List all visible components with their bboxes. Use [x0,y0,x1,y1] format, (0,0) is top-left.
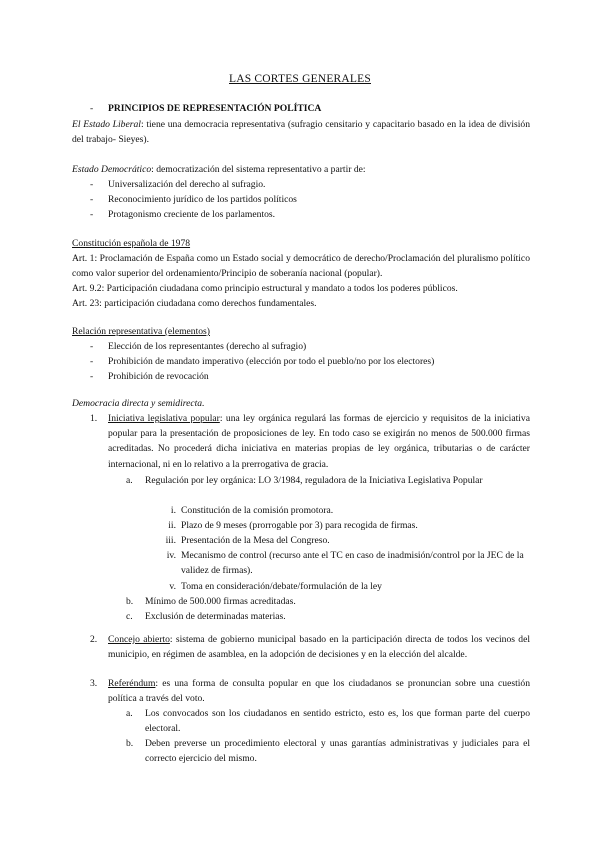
list-item: Reconocimiento jurídico de los partidos políticos [108,194,297,205]
list-item: Universalización del derecho al sufragio. [108,179,266,190]
concejo-label: Concejo abierto [108,634,170,645]
number-marker: 1. [90,413,98,424]
roman-marker: iii. [165,535,176,546]
bullet-dash: - [90,179,94,190]
bullet-dash: - [90,194,94,205]
iniciativa-label: Iniciativa legislativa popular [108,413,220,424]
concejo-paragraph [108,632,530,662]
list-item: Exclusión de determinadas materias. [145,611,286,622]
regulacion-item: Regulación por ley orgánica: LO 3/1984, reguladora de la Iniciativa Legislativa Popular [145,475,483,486]
number-marker: 3. [90,678,98,689]
list-item: Plazo de 9 meses (prorrogable por 3) para recogida de firmas. [181,520,418,531]
estado-liberal-paragraph [72,117,530,147]
letter-marker: c. [126,611,133,622]
estado-democratico-text: : democratización del sistema representativo a partir de: [151,164,366,175]
directa-heading: Democracia directa y semidirecta. [72,398,205,409]
relacion-heading: Relación representativa (elementos) [72,326,210,337]
constitucion-art1: Art. 1: Proclamación de España como un Estado social y democrático de derecho/Proclamación del pluralismo político como valor superior del ordenamiento/Principio de soberanía nacional (popular). [72,253,530,280]
estado-democratico-paragraph [72,162,530,177]
concejo-text: : sistema de gobierno municipal basado en la participación directa de todos los vecinos del municipio, en régimen de asamblea, en la adopción de decisiones y en la elección del alcalde. [108,634,530,661]
roman-marker: iv. [166,550,176,561]
number-marker: 2. [90,634,98,645]
roman-marker: i. [170,505,176,516]
roman-marker: ii. [168,520,176,531]
list-item: Elección de los representantes (derecho al sufragio) [108,341,307,352]
list-item: Toma en consideración/debate/formulación de la ley [181,581,382,592]
bullet-dash: - [90,103,94,114]
constitucion-heading: Constitución española de 1978 [72,238,191,249]
estado-liberal-text: : tiene una democracia representativa (sufragio censitario y capacitario basado en la idea de división del trabajo- Sieyes). [72,119,530,146]
referendum-item-b: Deben preverse un procedimiento electoral y unas garantías administrativas y judiciales para el correcto ejercicio del mismo. [145,738,530,765]
estado-liberal-label: El Estado Liberal [72,119,141,130]
referendum-paragraph [108,676,530,706]
bullet-dash: - [90,341,94,352]
bullet-dash: - [90,356,94,367]
iniciativa-text: : una ley orgánica regulará las formas de ejercicio y requisitos de la iniciativa popular para la presentación de proposiciones de ley. En todo caso se exigirán no menos de 500.000 firmas acreditadas. No procederá dicha iniciativa en materias propias de ley orgánica, tributarias o de carácter internacional, ni en lo relativo a la prerrogativa de gracia. [108,413,530,470]
list-item: Prohibición de revocación [108,371,209,382]
iniciativa-paragraph [108,411,530,472]
principios-heading: PRINCIPIOS DE REPRESENTACIÓN POLÍTICA [108,103,322,114]
bullet-dash: - [90,209,94,220]
referendum-text: : es una forma de consulta popular en que los ciudadanos se pronuncian sobre una cuestión política a través del voto. [108,678,530,705]
constitucion-art23: Art. 23: participación ciudadana como derechos fundamentales. [72,298,317,309]
letter-marker: b. [126,738,134,749]
referendum-label: Referéndum [108,678,156,689]
page-title: LAS CORTES GENERALES [229,73,371,85]
roman-marker: v. [169,581,176,592]
referendum-item-a: Los convocados son los ciudadanos en sentido estricto, esto es, los que forman parte del cuerpo electoral. [145,708,530,735]
list-item: Mecanismo de control (recurso ante el TC en caso de inadmisión/control por la JEC de la validez de firmas). [181,550,524,577]
letter-marker: b. [126,596,134,607]
list-item: Protagonismo creciente de los parlamentos. [108,209,276,220]
list-item: Prohibición de mandato imperativo (elección por todo el pueblo/no por los electores) [108,356,435,367]
bullet-dash: - [90,371,94,382]
list-item: Presentación de la Mesa del Congreso. [181,535,330,546]
list-item: Constitución de la comisión promotora. [181,505,334,516]
letter-marker: a. [126,708,133,719]
constitucion-art92: Art. 9.2: Participación ciudadana como principio estructural y mandato a todos los poderes públicos. [72,283,458,294]
list-item: Mínimo de 500.000 firmas acreditadas. [145,596,296,607]
letter-marker: a. [126,475,133,486]
estado-democratico-label: Estado Democrático [72,164,152,175]
